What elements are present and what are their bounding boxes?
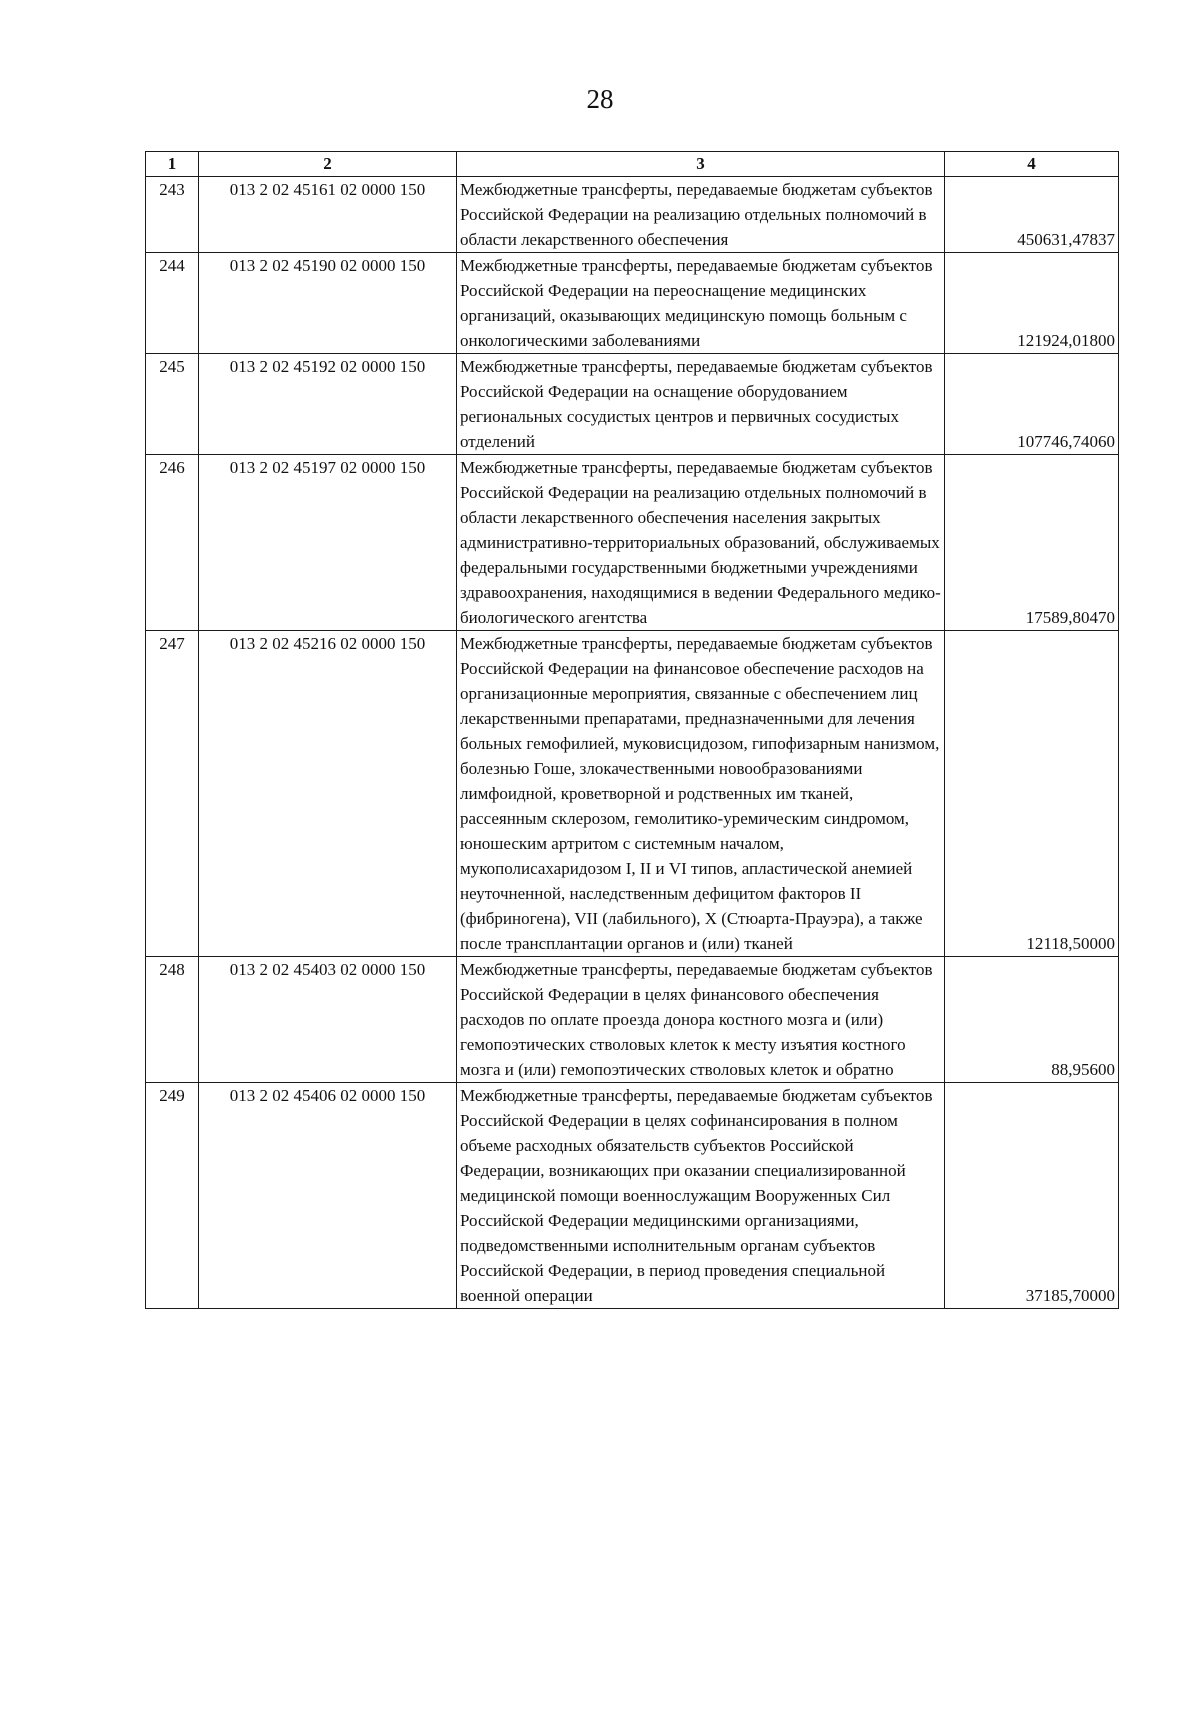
row-amount: 37185,70000 xyxy=(945,1083,1119,1309)
table-row xyxy=(146,455,1119,631)
row-description: Межбюджетные трансферты, передаваемые бюджетам субъектов Российской Федерации на оснащение оборудованием региональных сосудистых центров и первичных сосудистых отделений xyxy=(457,354,945,455)
row-description: Межбюджетные трансферты, передаваемые бюджетам субъектов Российской Федерации в целях финансового обеспечения расходов по оплате проезда донора костного мозга и (или) гемопоэтических стволовых клеток к месту изъятия костного мозга и (или) гемопоэтических стволовых клеток и обратно xyxy=(457,957,945,1083)
budget-code: 013 2 02 45197 02 0000 150 xyxy=(199,455,457,631)
table-row xyxy=(146,354,1119,455)
row-description: Межбюджетные трансферты, передаваемые бюджетам субъектов Российской Федерации на реализацию отдельных полномочий в области лекарственного обеспечения населения закрытых административно-территориальных образований, обслуживаемых федеральными государственными бюджетными учреждениями здравоохранения, находящимися в ведении Федерального медико-биологического агентства xyxy=(457,455,945,631)
column-header-3: 3 xyxy=(457,152,945,177)
table-row xyxy=(146,253,1119,354)
table-row xyxy=(146,177,1119,253)
table-row xyxy=(146,957,1119,1083)
row-description: Межбюджетные трансферты, передаваемые бюджетам субъектов Российской Федерации на переоснащение медицинских организаций, оказывающих медицинскую помощь больным с онкологическими заболеваниями xyxy=(457,253,945,354)
page-number: 28 xyxy=(586,84,614,114)
row-description: Межбюджетные трансферты, передаваемые бюджетам субъектов Российской Федерации на финансовое обеспечение расходов на организационные мероприятия, связанные с обеспечением лиц лекарственными препаратами, предназначенными для лечения больных гемофилией, муковисцидозом, гипофизарным нанизмом, болезнью Гоше, злокачественными новообразованиями лимфоидной, кроветворной и родственных им тканей, рассеянным склерозом, гемолитико-уремическим синдромом, юношеским артритом с системным началом, мукополисахаридозом I, II и VI типов, апластической анемией неуточненной, наследственным дефицитом факторов II (фибриногена), VII (лабильного), X (Стюарта-Прауэра), а также после трансплантации органов и (или) тканей xyxy=(457,631,945,957)
row-number: 243 xyxy=(146,177,199,253)
row-amount: 88,95600 xyxy=(945,957,1119,1083)
row-description: Межбюджетные трансферты, передаваемые бюджетам субъектов Российской Федерации в целях софинансирования в полном объеме расходных обязательств субъектов Российской Федерации, возникающих при оказании специализированной медицинской помощи военнослужащим Вооруженных Сил Российской Федерации медицинскими организациями, подведомственными исполнительным органам субъектов Российской Федерации, в период проведения специальной военной операции xyxy=(457,1083,945,1309)
table-row xyxy=(146,631,1119,957)
row-amount: 17589,80470 xyxy=(945,455,1119,631)
budget-code: 013 2 02 45190 02 0000 150 xyxy=(199,253,457,354)
budget-code: 013 2 02 45406 02 0000 150 xyxy=(199,1083,457,1309)
row-number: 248 xyxy=(146,957,199,1083)
column-header-4: 4 xyxy=(945,152,1119,177)
row-amount: 12118,50000 xyxy=(945,631,1119,957)
row-number: 245 xyxy=(146,354,199,455)
row-description: Межбюджетные трансферты, передаваемые бюджетам субъектов Российской Федерации на реализацию отдельных полномочий в области лекарственного обеспечения xyxy=(457,177,945,253)
budget-table xyxy=(145,151,1119,1309)
row-number: 244 xyxy=(146,253,199,354)
row-amount: 107746,74060 xyxy=(945,354,1119,455)
header-row xyxy=(146,152,1119,177)
row-number: 247 xyxy=(146,631,199,957)
row-amount: 121924,01800 xyxy=(945,253,1119,354)
budget-code: 013 2 02 45216 02 0000 150 xyxy=(199,631,457,957)
table-row xyxy=(146,1083,1119,1309)
row-number: 249 xyxy=(146,1083,199,1309)
column-header-1: 1 xyxy=(146,152,199,177)
budget-code: 013 2 02 45161 02 0000 150 xyxy=(199,177,457,253)
column-header-2: 2 xyxy=(199,152,457,177)
budget-code: 013 2 02 45192 02 0000 150 xyxy=(199,354,457,455)
budget-code: 013 2 02 45403 02 0000 150 xyxy=(199,957,457,1083)
row-amount: 450631,47837 xyxy=(945,177,1119,253)
row-number: 246 xyxy=(146,455,199,631)
